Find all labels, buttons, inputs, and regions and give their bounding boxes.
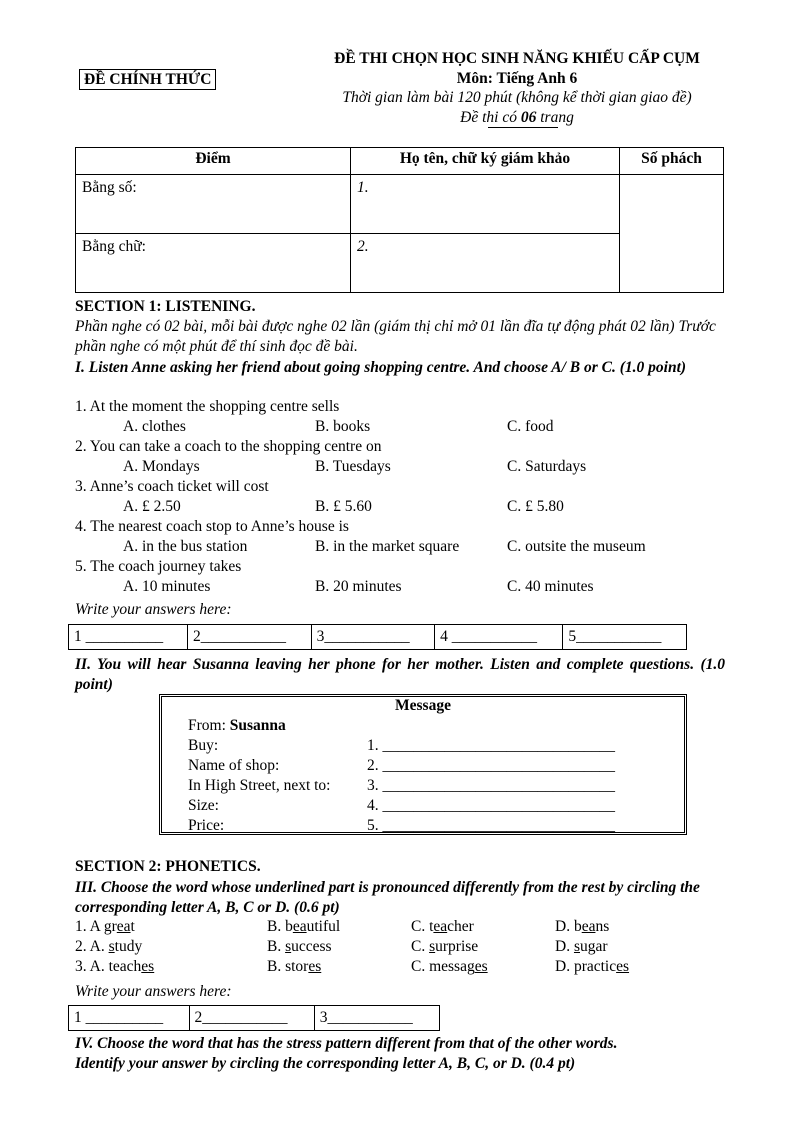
msg-blank-1[interactable]: 1. ______________________________	[367, 737, 615, 754]
message-box	[159, 694, 687, 835]
pages-suffix: trang	[536, 109, 574, 126]
from-value: Susanna	[229, 717, 286, 734]
q2-option-a[interactable]: A. Mondays	[123, 458, 200, 475]
question-3: 3. Anne’s coach ticket will cost	[75, 478, 269, 495]
q3-option-a[interactable]: A. £ 2.50	[123, 498, 181, 515]
q2-option-b[interactable]: B. Tuesdays	[315, 458, 391, 475]
answer-cell-2[interactable]: 2___________	[187, 625, 311, 650]
answer2-cell-1[interactable]: 1 __________	[69, 1006, 190, 1031]
phonetics-q2-c[interactable]: C. surprise	[411, 938, 479, 955]
phonetics-q3-c[interactable]: C. messages	[411, 958, 488, 975]
header-divider	[488, 127, 558, 128]
exam-title: ĐỀ THI CHỌN HỌC SINH NĂNG KHIẾU CẤP CỤM	[334, 50, 700, 67]
examiner-2: 2.	[351, 234, 620, 293]
time-line: Thời gian làm bài 120 phút (không kể thời gian giao đề)	[342, 89, 692, 106]
examiner-1: 1.	[351, 175, 620, 234]
answer-cell-3[interactable]: 3___________	[311, 625, 435, 650]
code-cell	[620, 175, 724, 293]
section2-title: SECTION 2: PHONETICS.	[75, 858, 261, 875]
phonetics-q2-b[interactable]: B. success	[267, 938, 332, 955]
msg-label-buy: Buy:	[188, 737, 219, 754]
phonetics-q3-a[interactable]: 3. A. teaches	[75, 958, 155, 975]
from-label: From:	[188, 717, 230, 734]
subject-line: Môn: Tiếng Anh 6	[456, 70, 578, 87]
msg-blank-5[interactable]: 5. ______________________________	[367, 817, 615, 834]
phonetics-q3-b[interactable]: B. stores	[267, 958, 322, 975]
write-answers-2: Write your answers here:	[75, 983, 232, 1000]
question-4: 4. The nearest coach stop to Anne’s house is	[75, 518, 349, 535]
message-title: Message	[395, 697, 451, 714]
q3-option-c[interactable]: C. £ 5.80	[507, 498, 564, 515]
answer-cell-1[interactable]: 1 __________	[69, 625, 188, 650]
question-5: 5. The coach journey takes	[75, 558, 242, 575]
answer-table-1	[68, 624, 687, 650]
phonetics-q2-a[interactable]: 2. A. study	[75, 938, 143, 955]
msg-label-shop: Name of shop:	[188, 757, 280, 774]
section1-title: SECTION 1: LISTENING.	[75, 298, 256, 315]
q1-option-a[interactable]: A. clothes	[123, 418, 186, 435]
q2-option-c[interactable]: C. Saturdays	[507, 458, 587, 475]
phonetics-q1-a[interactable]: 1. A great	[75, 918, 135, 935]
code-header: Số phách	[620, 148, 724, 175]
pages-line	[312, 109, 722, 127]
phonetics-q2-d[interactable]: D. sugar	[555, 938, 608, 955]
official-label: ĐỀ CHÍNH THỨC	[79, 69, 216, 90]
score-table	[75, 147, 724, 293]
phonetics-q1-d[interactable]: D. beans	[555, 918, 610, 935]
section1-intro: Phần nghe có 02 bài, mỗi bài được nghe 02 lần (giám thị chỉ mở 01 lần đĩa tự động phát 02 lần) Trước phần nghe có một phút để thí sinh đọc đề bài.	[75, 318, 716, 355]
q5-option-c[interactable]: C. 40 minutes	[507, 578, 594, 595]
q1-option-b[interactable]: B. books	[315, 418, 371, 435]
phonetics-q3-d[interactable]: D. practices	[555, 958, 630, 975]
question-2: 2. You can take a coach to the shopping centre on	[75, 438, 382, 455]
msg-blank-3[interactable]: 3. ______________________________	[367, 777, 615, 794]
q4-option-b[interactable]: B. in the market square	[315, 538, 460, 555]
answer-table-2	[68, 1005, 440, 1031]
score-number-label: Bằng số:	[76, 175, 351, 234]
q4-option-c[interactable]: C. outsite the museum	[507, 538, 646, 555]
msg-blank-2[interactable]: 2. ______________________________	[367, 757, 615, 774]
phonetics-q1-b[interactable]: B. beautiful	[267, 918, 341, 935]
part2-title: II. You will hear Susanna leaving her phone for her mother. Listen and complete questions. (1.0 point)	[75, 656, 725, 693]
message-from	[188, 717, 286, 735]
answer-cell-4[interactable]: 4 ___________	[435, 625, 563, 650]
q5-option-b[interactable]: B. 20 minutes	[315, 578, 402, 595]
q3-option-b[interactable]: B. £ 5.60	[315, 498, 372, 515]
answer-cell-5[interactable]: 5___________	[563, 625, 687, 650]
part4-title-line1: IV. Choose the word that has the stress pattern different from that of the other words.	[75, 1035, 618, 1052]
part3-title: III. Choose the word whose underlined part is pronounced differently from the rest by circling the corresponding letter A, B, C or D. (0.6 pt)	[75, 879, 700, 916]
pages-prefix: Đề thi có	[460, 109, 521, 126]
score-words-label: Bằng chữ:	[76, 234, 351, 293]
part4-title-line2: Identify your answer by circling the corresponding letter A, B, C, or D. (0.4 pt)	[75, 1055, 576, 1072]
msg-label-price: Price:	[188, 817, 225, 834]
pages-count: 06	[520, 109, 537, 126]
write-answers-1: Write your answers here:	[75, 601, 232, 618]
msg-blank-4[interactable]: 4. ______________________________	[367, 797, 615, 814]
answer2-cell-2[interactable]: 2___________	[189, 1006, 314, 1031]
msg-label-street: In High Street, next to:	[188, 777, 331, 794]
question-1: 1. At the moment the shopping centre sells	[75, 398, 340, 415]
part1-title: I. Listen Anne asking her friend about going shopping centre. And choose A/ B or C. (1.0 point)	[75, 359, 687, 376]
q4-option-a[interactable]: A. in the bus station	[123, 538, 248, 555]
score-header: Điểm	[76, 148, 351, 175]
answer2-cell-3[interactable]: 3___________	[314, 1006, 439, 1031]
q1-option-c[interactable]: C. food	[507, 418, 554, 435]
examiner-header: Họ tên, chữ ký giám khảo	[351, 148, 620, 175]
msg-label-size: Size:	[188, 797, 219, 814]
phonetics-q1-c[interactable]: C. teacher	[411, 918, 474, 935]
q5-option-a[interactable]: A. 10 minutes	[123, 578, 211, 595]
